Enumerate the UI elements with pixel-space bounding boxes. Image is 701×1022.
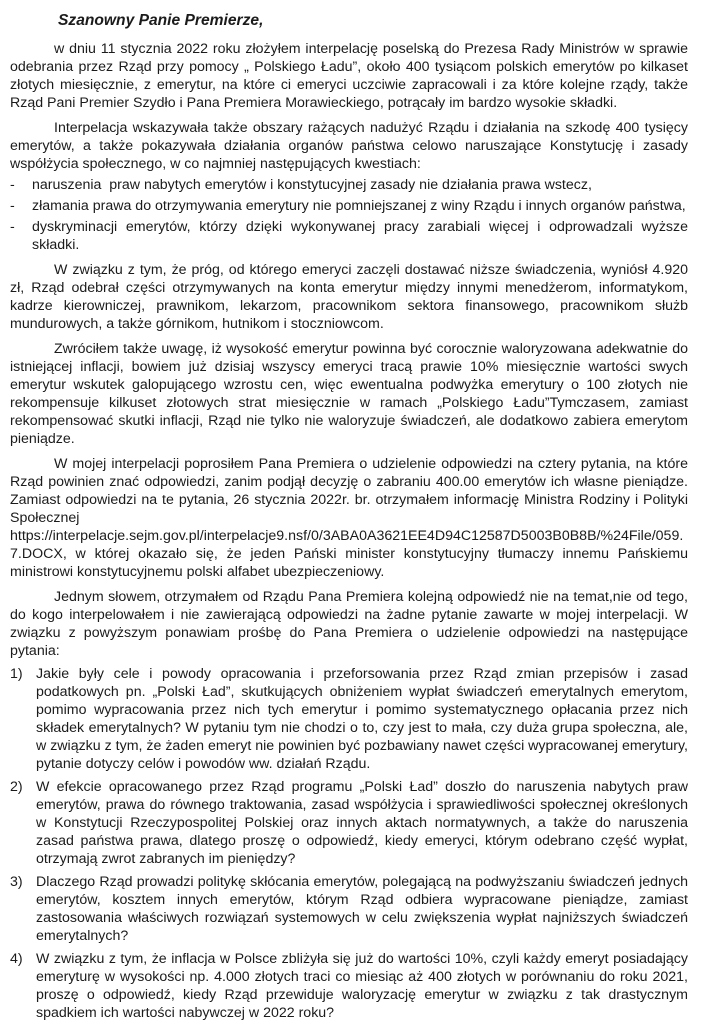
question-item [10, 950, 688, 1022]
paragraph-waloryzacja: Zwróciłem także uwagę, iż wysokość emerytur powinna być corocznie waloryzowana adekwatnie do istniejącej inflacji, bowiem już dzisiaj wszyscy emeryci tracą prawie 10% miesięcznie wartości swych emerytur wskutek galopującego wzrostu cen, więc ewentualna podwyżka emerytury o 100 złotych nie rekompensuje kilkuset złotowych strat miesięcznie w ramach „Polskiego Ładu”Tymczasem, zamiast rekompensować skutki inflacji, Rząd nie tylko nie waloryzuje świadczeń, ale dodatkowo zabiera emerytom pieniądze. [10, 341, 688, 447]
list-item-text: naruszenia praw nabytych emerytów i konstytucyjnej zasady nie działania prawa wstecz, [32, 177, 592, 193]
paragraph-intro: w dniu 11 stycznia 2022 roku złożyłem interpelację poselską do Prezesa Rady Ministrów w sprawie odebrania przez Rząd przy pomocy „ Polskiego Ładu”, około 400 tysiącom polskich emerytów po kilkaset złotych miesięcznie, z emerytur, na które ci emeryci uczciwie zapracowali i za które kolejne rządy, także Rząd Pani Premier Szydło i Pana Premiera Morawieckiego, potrącały im bardzo wysokie składki. [10, 41, 688, 111]
question-item [10, 873, 688, 945]
question-number: 4) [10, 951, 23, 967]
paragraph-prog: W związku z tym, że próg, od którego emeryci zaczęli dostawać niższe świadczenia, wyniósł 4.920 zł, Rząd odebrał części otrzymywanych na konta emerytur między innymi menedżerom, informatykom, kadrze kierowniczej, prawnikom, lekarzom, pracownikom sektora finansowego, pracownikom służb mundurowych, a także górnikom, hutnikom i stoczniowcom. [10, 262, 688, 332]
dash-marker: - [10, 198, 15, 214]
list-item-text: złamania prawa do otrzymywania emerytury nie pomniejszanej z winy Rządu i innych organów państwa, [32, 198, 686, 214]
question-text: W efekcie opracowanego przez Rząd programu „Polski Ład” doszło do naruszenia nabytych praw emerytów, prawa do równego traktowania, zasad współżycia i sprawiedliwości społecznej określonych w Konstytucji Rzeczypospolitej Polskiej oraz innych aktach normatywnych, a także do naruszenia zasad państwa prawa, dlatego proszę o odpowiedź, kiedy emeryci, którym odebrano część wypłat, otrzymają zwrot zabranych im pieniędzy? [36, 779, 688, 867]
paragraph-jednym-slowem: Jednym słowem, otrzymałem od Rządu Pana Premiera kolejną odpowiedź nie na temat,nie od tego, do kogo interpelowałem i nie zawierającą odpowiedzi na żadne pytanie zawarte w mojej interpelacji. W związku z powyższym ponawiam prośbę do Pana Premiera o udzielenie odpowiedzi na następujące pytania: [10, 589, 688, 659]
list-item [10, 197, 688, 215]
list-item [10, 176, 688, 194]
question-text: W związku z tym, że inflacja w Polsce zbliżyła się już do wartości 10%, czyli każdy emeryt posiadający emeryturę w wysokości np. 4.000 złotych traci co miesiąc aż 400 złotych w porównaniu do roku 2021, proszę o odpowiedź, kiedy Rząd przewiduje waloryzację emerytur w związku z tak drastycznym spadkiem ich wartości nabywczej w 2022 roku? [36, 951, 688, 1021]
salutation: Szanowny Panie Premierze, [58, 12, 264, 29]
list-item [10, 218, 692, 254]
paragraph-interpelacja: Interpelacja wskazywała także obszary rażących nadużyć Rządu i działania na szkodę 400 tysięcy emerytów, a także pokazywała działania organów państwa celowo naruszające Konstytucję i zasady współżycia społecznego, w co najmniej następujących kwestiach: [10, 120, 688, 172]
dash-marker: - [10, 177, 15, 193]
issues-list [10, 176, 692, 254]
question-text: Dlaczego Rząd prowadzi politykę skłócania emerytów, polegającą na podwyższaniu świadczeń jednych emerytów, kosztem innych emerytów, którym Rząd odbiera wypracowane pieniądze, zamiast zastosowania właściwych rozwiązań systemowych w celu zwiększenia wypłat najniższych świadczeń emerytalnych? [36, 874, 688, 944]
question-number: 2) [10, 779, 23, 795]
list-item-text: dyskryminacji emerytów, którzy dzięki wykonywanej pracy zarabiali więcej i odprowadzali wyższe składki. [32, 219, 692, 253]
questions-list [10, 665, 688, 1022]
question-number: 1) [10, 666, 23, 682]
paragraph-odpowiedz-ministra: W mojej interpelacji poprosiłem Pana Premiera o udzielenie odpowiedzi na cztery pytania, na które Rząd powinien znać odpowiedzi, zanim podjął decyzję o zabraniu 400.00 emerytów ich własne pieniądze. Zamiast odpowiedzi na te pytania, 26 stycznia 2022r. br. otrzymałem informację Ministra Rodziny i Polityki Społecznej https://interpelacje.sejm.gov.pl/interpelacje9.nsf/0/3ABA0A3621EE4D94C12587D5003B0B8B/%24File/059.7.DOCX, w której okazało się, że jeden Pański minister konstytucyjny tłumaczy innemu Pańskiemu ministrowi konstytucyjnemu polski alfabet ubezpieczeniowy. [10, 456, 688, 580]
question-text: Jakie były cele i powody opracowania i przeforsowania przez Rząd zmian przepisów i zasad podatkowych pn. „Polski Ład”, skutkujących obniżeniem wypłat świadczeń emerytalnych emerytom, pomimo wypracowania przez nich tych emerytur i pomimo systematycznego opłacania przez nich składek emerytalnych? W pytaniu tym nie chodzi o to, czy jest to mała, czy duża grupa społeczna, ale, w związku z tym, że żaden emeryt nie powinien być pozbawiany nawet części wypracowanej emerytury, pytanie dotyczy celów i powodów ww. działań Rządu. [36, 666, 688, 772]
question-item [10, 665, 688, 773]
question-item [10, 778, 688, 868]
dash-marker: - [10, 219, 15, 235]
question-number: 3) [10, 874, 23, 890]
